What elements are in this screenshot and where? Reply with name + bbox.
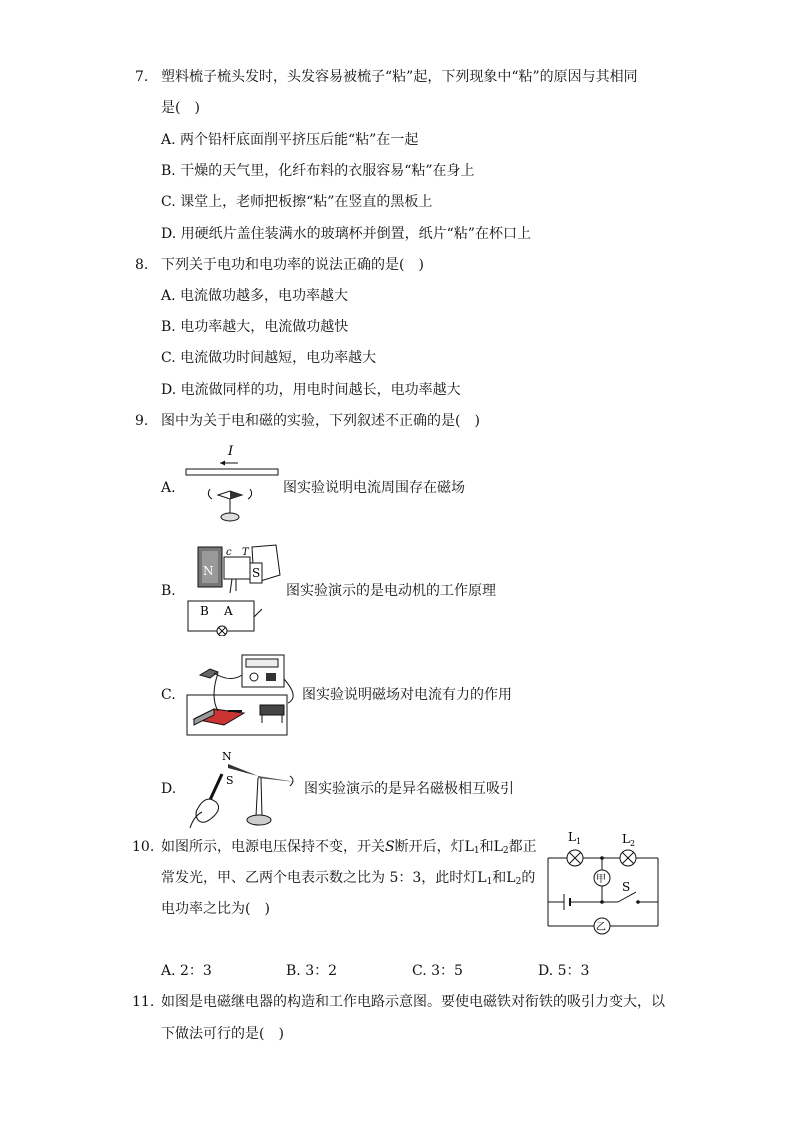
q9-option-b-letter: B. [161,583,176,599]
q10-line2-sub1: 1 [486,877,493,887]
q10-circuit-diagram [544,828,662,936]
lamp-l2-label: $L_2$ [622,832,636,848]
q9-option-a-letter: A. [161,480,176,496]
q8-option-c: C. 电流做功时间越短，电功率越大 [161,350,377,366]
q11-stem-line2: 下做法可行的是( ) [161,1026,284,1042]
q7-option-b: B. 干燥的天气里，化纤布料的衣服容易“粘”在身上 [161,163,475,179]
label-b: B [200,604,209,618]
q10-line2-b: 和L [492,870,516,886]
label-a: A [224,604,233,618]
meter-jia-label: 甲 [596,874,606,885]
q8-option-b: B. 电功率越大，电流做功越快 [161,319,349,335]
q7-option-d: D. 用硬纸片盖住装满水的玻璃杯并倒置，纸片“粘”在杯口上 [161,226,531,242]
q11-number: 11. [132,994,155,1010]
q9-option-c-letter: C. [161,687,176,703]
q9-option-d-letter: D. [161,781,177,797]
q10-option-b: B. 3：2 [286,963,338,979]
q10-line1-a: 如图所示，电源电压保持不变，开关 [161,839,385,855]
q10-stem-line2 [161,869,535,891]
label-t: T [242,547,249,558]
q9-figure-b-motor [184,543,284,636]
q7-number: 7. [135,69,149,85]
meter-yi-label: 乙 [596,922,606,933]
current-label-i: I [228,444,234,459]
q9-figure-c-apparatus [184,653,302,737]
q10-option-a: A. 2：3 [161,963,212,979]
q8-stem: 下列关于电功和电功率的说法正确的是( ) [161,257,424,273]
q7-stem-line2: 是( ) [161,100,200,116]
q9-option-c-text: 图实验说明磁场对电流有力的作用 [302,687,512,703]
q8-option-d: D. 电流做同样的功，用电时间越长，电功率越大 [161,382,461,398]
q8-number: 8. [135,257,149,273]
q10-line1-d: 都正 [508,839,537,855]
needle-n-label: N [222,750,232,763]
q11-stem-line1: 如图是电磁继电器的构造和工作电路示意图。要使电磁铁对衔铁的吸引力变大，以 [161,994,665,1010]
q9-figure-a-oersted [180,443,280,528]
q10-stem-line1 [161,838,537,860]
q10-line1-sub2: 2 [502,846,509,856]
q10-line1-c: 和L [479,839,503,855]
q10-line2-c: 的 [521,870,536,886]
q10-line1-sub1: 1 [473,846,480,856]
magnet-s-label-d: S [226,774,234,787]
q7-stem-line1: 塑料梳子梳头发时，头发容易被梳子“粘”起，下列现象中“粘”的原因与其相同 [161,69,638,85]
q10-option-d: D. 5：3 [538,963,590,979]
q9-option-d-text: 图实验演示的是异名磁极相互吸引 [304,781,514,797]
q9-stem: 图中为关于电和磁的实验，下列叙述不正确的是( ) [161,413,480,429]
lamp-l1-label: $L_1$ [568,830,582,846]
q10-line1-b: 断开后，灯L [394,839,474,855]
q10-line2-a: 常发光，甲、乙两个电表示数之比为 5：3，此时灯L [161,870,487,886]
q10-switch-s: S [385,839,395,855]
q10-option-c: C. 3：5 [412,963,463,979]
q9-figure-d-magnets [184,748,302,832]
label-c: c [226,547,232,558]
q10-line2-sub2: 2 [515,877,522,887]
q9-number: 9. [135,413,149,429]
q8-option-a: A. 电流做功越多，电功率越大 [161,288,349,304]
magnet-s-label: S [252,566,261,580]
q7-option-a: A. 两个铅杆底面削平挤压后能“粘”在一起 [161,132,419,148]
q10-number: 10. [132,839,155,855]
q10-stem-line3: 电功率之比为( ) [161,901,270,917]
magnet-n-label: N [203,564,214,578]
q9-option-b-text: 图实验演示的是电动机的工作原理 [286,583,496,599]
q7-option-c: C. 课堂上，老师把板擦“粘”在竖直的黑板上 [161,194,433,210]
switch-s-label: S [622,880,631,894]
q9-option-a-text: 图实验说明电流周围存在磁场 [283,480,465,496]
